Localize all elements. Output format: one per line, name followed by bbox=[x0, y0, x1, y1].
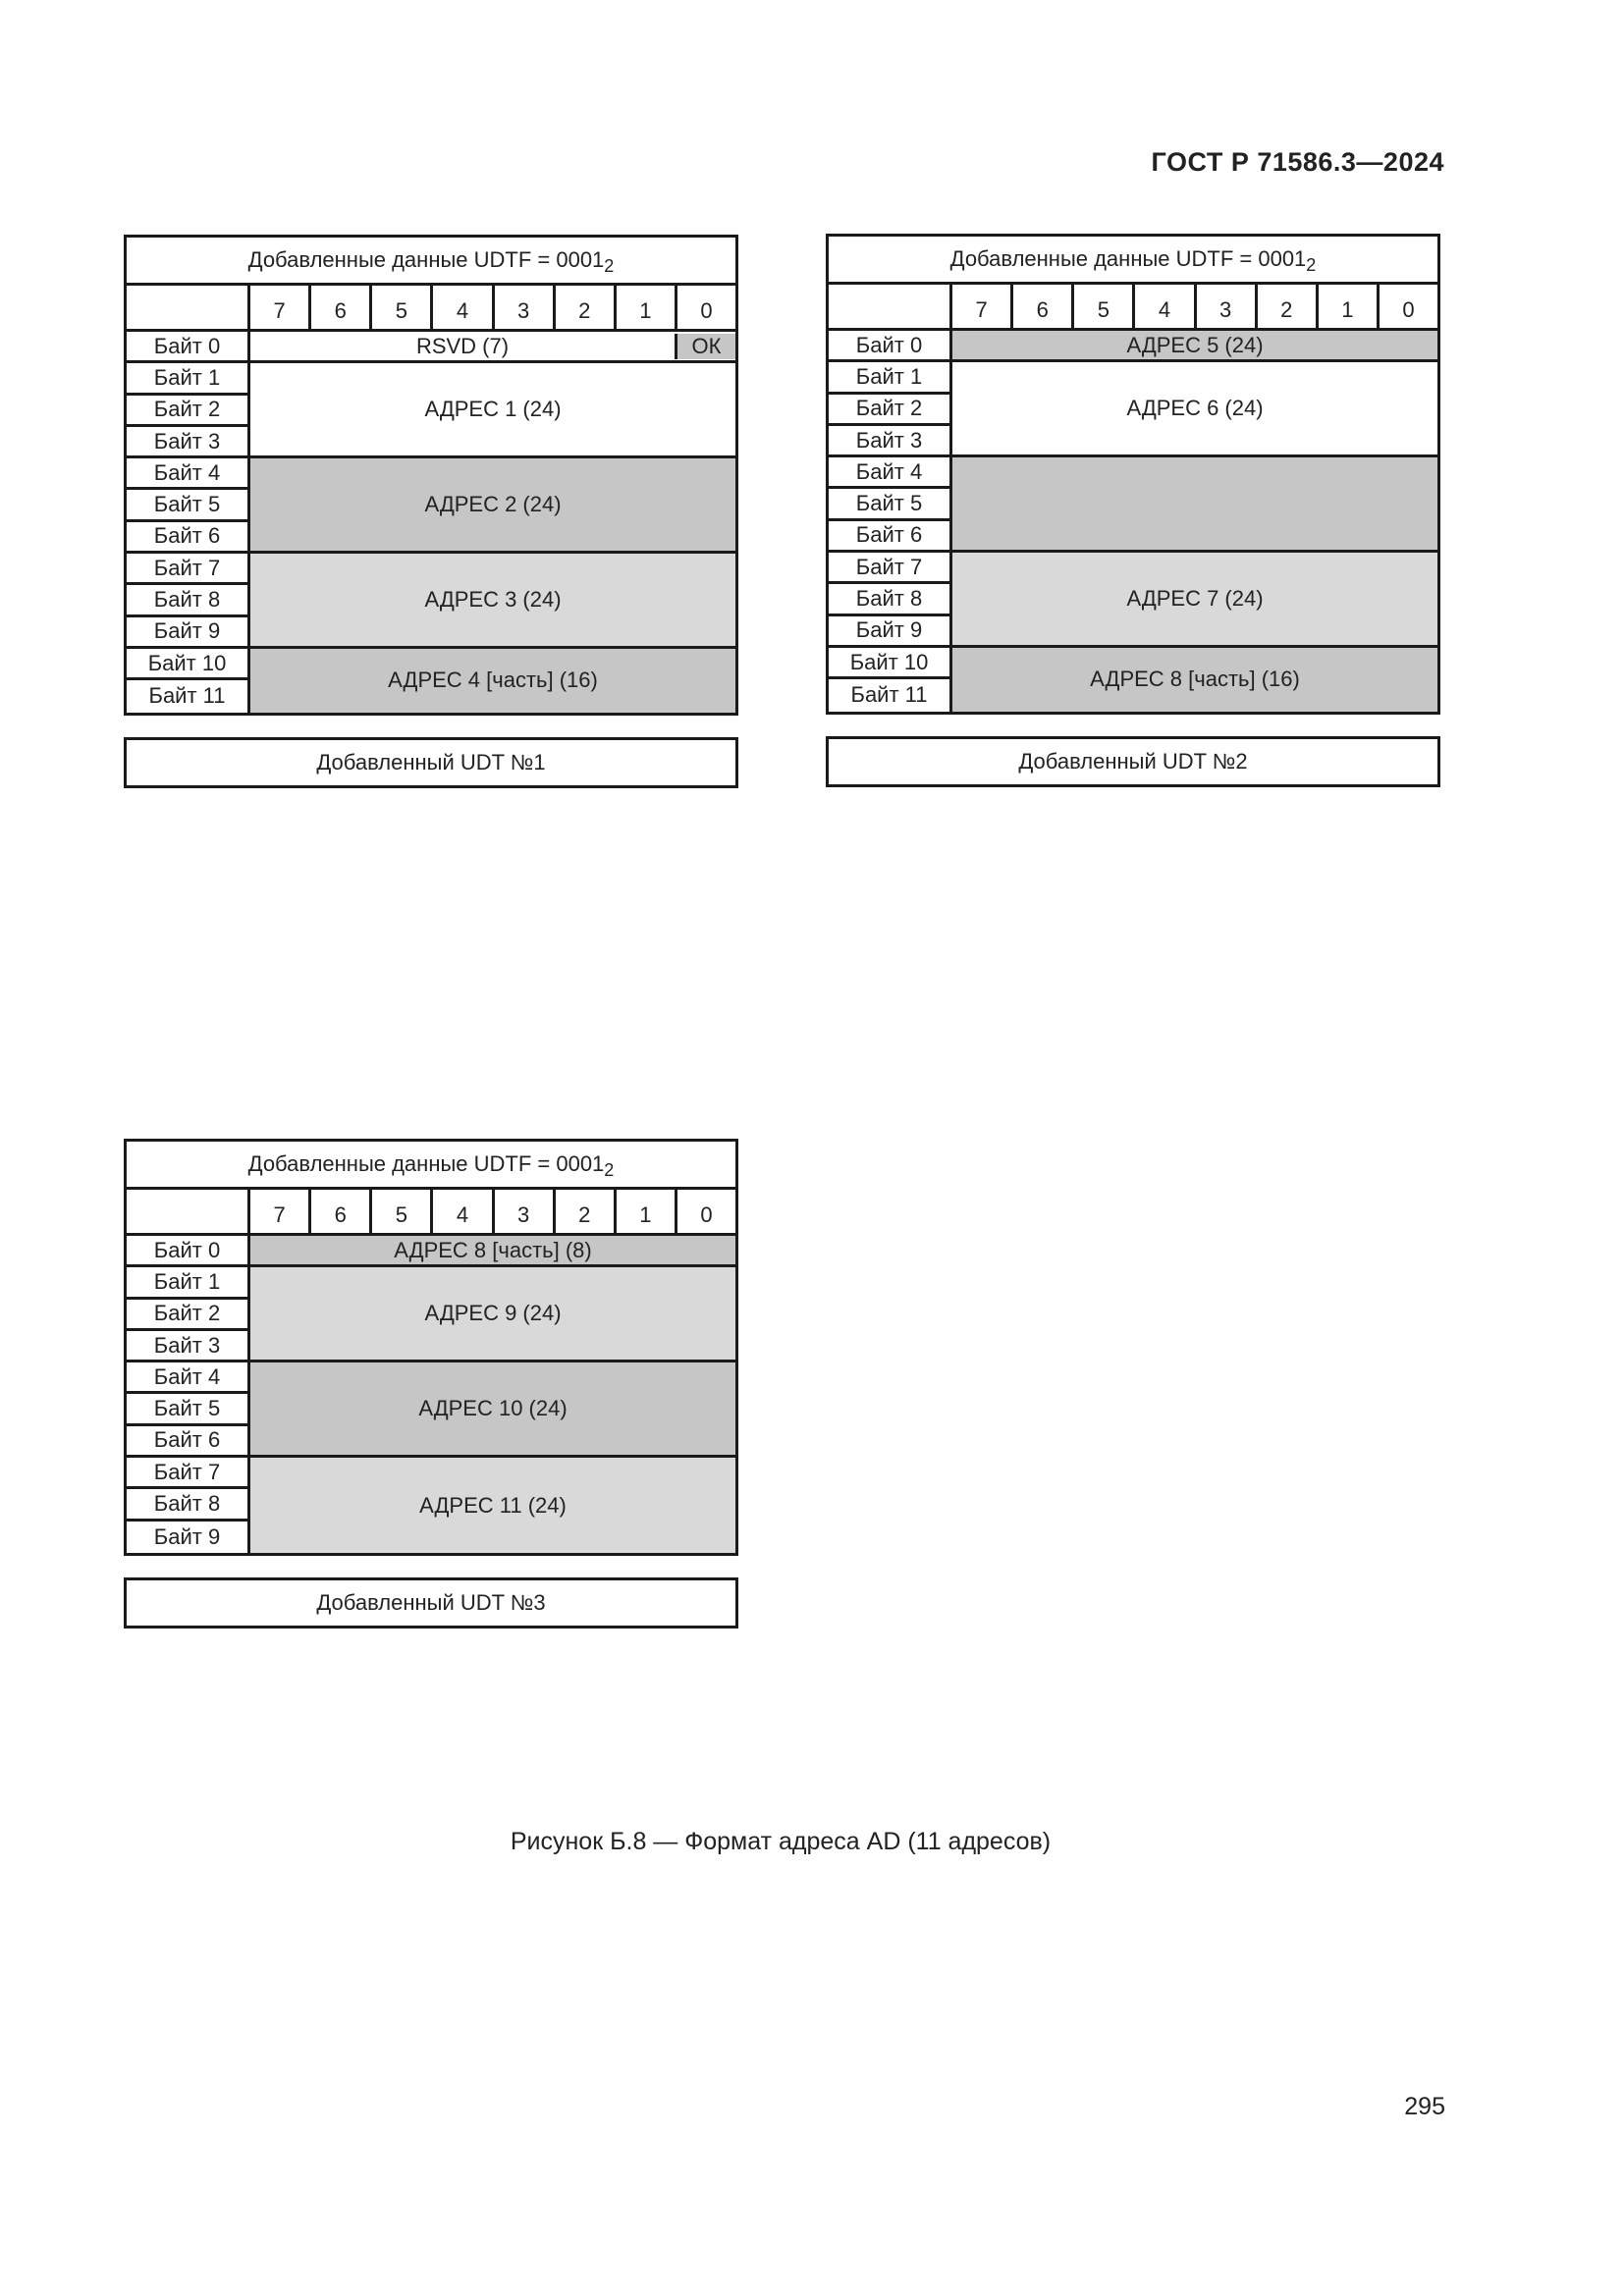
bit-label: 1 bbox=[617, 1190, 677, 1233]
bit-label: 2 bbox=[556, 1190, 617, 1233]
udt-table-3 bbox=[124, 1139, 738, 1629]
byte-label: Байт 0 bbox=[829, 331, 952, 362]
bit-label: 3 bbox=[1197, 285, 1258, 328]
byte-label: Байт 7 bbox=[829, 553, 952, 584]
byte-label: Байт 9 bbox=[127, 1522, 250, 1553]
udt-table-2 bbox=[826, 234, 1440, 787]
byte-label: Байт 9 bbox=[127, 617, 250, 649]
corner-cell bbox=[127, 1190, 250, 1233]
bit-label: 7 bbox=[250, 1190, 311, 1233]
bit-label: 2 bbox=[556, 286, 617, 329]
udt-footer-box: Добавленный UDT №3 bbox=[124, 1577, 738, 1629]
byte-label: Байт 2 bbox=[127, 1300, 250, 1331]
byte-label: Байт 6 bbox=[127, 1426, 250, 1458]
byte-label: Байт 10 bbox=[829, 648, 952, 679]
byte-label: Байт 10 bbox=[127, 649, 250, 680]
byte-label: Байт 8 bbox=[127, 585, 250, 616]
bit-header-row bbox=[127, 286, 735, 332]
address-field: АДРЕС 3 (24) bbox=[250, 554, 735, 649]
bit-header-row bbox=[127, 1190, 735, 1236]
bit-label: 6 bbox=[311, 286, 372, 329]
bit-label: 1 bbox=[617, 286, 677, 329]
address-field: АДРЕС 6 (24) bbox=[952, 362, 1437, 457]
byte-label: Байт 1 bbox=[127, 1267, 250, 1299]
byte-layout-table bbox=[124, 1139, 738, 1556]
udt-table-1 bbox=[124, 235, 738, 788]
bit-label: 0 bbox=[1402, 297, 1415, 322]
byte-label: Байт 8 bbox=[829, 584, 952, 615]
bit-label: 7 bbox=[250, 286, 311, 329]
bit-label: 6 bbox=[1013, 285, 1074, 328]
page-number: 295 bbox=[1404, 2093, 1445, 2120]
address-field bbox=[250, 332, 735, 363]
table-title-subscript: 2 bbox=[604, 1159, 615, 1180]
table-title-subscript: 2 bbox=[604, 255, 615, 276]
ok-flag-field: ОК bbox=[677, 334, 735, 359]
byte-label: Байт 1 bbox=[127, 363, 250, 395]
bit-label: 2 bbox=[1258, 285, 1319, 328]
bit-label: 5 bbox=[372, 1190, 433, 1233]
bit-label: 7 bbox=[952, 285, 1013, 328]
address-field: АДРЕС 7 (24) bbox=[952, 553, 1437, 648]
table-title-subscript: 2 bbox=[1306, 254, 1317, 275]
byte-label: Байт 11 bbox=[829, 679, 952, 711]
bit-label: 0 bbox=[700, 298, 713, 323]
address-field: АДРЕС 8 [часть] (8) bbox=[250, 1236, 735, 1267]
bit-label: 5 bbox=[372, 286, 433, 329]
bit-label: 4 bbox=[1135, 285, 1196, 328]
byte-label: Байт 6 bbox=[127, 522, 250, 554]
byte-label: Байт 1 bbox=[829, 362, 952, 394]
table-title-text: Добавленные данные UDTF = 0001 bbox=[247, 247, 605, 272]
address-field: АДРЕС 2 (24) bbox=[250, 458, 735, 554]
corner-cell bbox=[127, 286, 250, 329]
address-field: АДРЕС 8 [часть] (16) bbox=[952, 648, 1437, 712]
byte-layout-table bbox=[124, 235, 738, 716]
byte-label: Байт 3 bbox=[127, 1331, 250, 1362]
byte-label: Байт 5 bbox=[127, 1394, 250, 1425]
address-field: АДРЕС 10 (24) bbox=[250, 1362, 735, 1458]
byte-label: Байт 5 bbox=[127, 490, 250, 521]
bit-header-row bbox=[829, 285, 1437, 331]
byte-label: Байт 11 bbox=[127, 680, 250, 712]
bit-label: 1 bbox=[1319, 285, 1380, 328]
bit-label: 4 bbox=[433, 286, 494, 329]
bit-label: 0 bbox=[700, 1202, 713, 1227]
bit-label: 5 bbox=[1074, 285, 1135, 328]
address-field: АДРЕС 9 (24) bbox=[250, 1267, 735, 1362]
byte-label: Байт 7 bbox=[127, 554, 250, 585]
byte-label: Байт 4 bbox=[829, 457, 952, 489]
bit-label: 3 bbox=[495, 1190, 556, 1233]
table-title bbox=[829, 237, 1437, 285]
address-field: АДРЕС 5 (24) bbox=[952, 331, 1437, 362]
byte-layout-table bbox=[826, 234, 1440, 715]
table-title-text: Добавленные данные UDTF = 0001 bbox=[247, 1151, 605, 1176]
table-title-text: Добавленные данные UDTF = 0001 bbox=[949, 246, 1307, 271]
byte-label: Байт 2 bbox=[829, 395, 952, 426]
address-field bbox=[952, 457, 1437, 553]
byte-label: Байт 0 bbox=[127, 1236, 250, 1267]
byte-label: Байт 4 bbox=[127, 458, 250, 490]
byte-label: Байт 0 bbox=[127, 332, 250, 363]
byte-label: Байт 3 bbox=[127, 427, 250, 458]
bit-label: 4 bbox=[433, 1190, 494, 1233]
bit-label: 6 bbox=[311, 1190, 372, 1233]
address-field: АДРЕС 1 (24) bbox=[250, 363, 735, 458]
byte-label: Байт 4 bbox=[127, 1362, 250, 1394]
byte-label: Байт 3 bbox=[829, 426, 952, 457]
document-code: ГОСТ Р 71586.3—2024 bbox=[1151, 147, 1444, 177]
table-title bbox=[127, 238, 735, 286]
udt-footer-box: Добавленный UDT №2 bbox=[826, 736, 1440, 787]
address-field: АДРЕС 4 [часть] (16) bbox=[250, 649, 735, 713]
byte-label: Байт 6 bbox=[829, 521, 952, 553]
address-field: АДРЕС 11 (24) bbox=[250, 1458, 735, 1553]
byte-label: Байт 5 bbox=[829, 489, 952, 520]
byte-label: Байт 8 bbox=[127, 1489, 250, 1521]
reserved-field: RSVD (7) bbox=[250, 334, 677, 359]
figure-caption: Рисунок Б.8 — Формат адреса AD (11 адресов) bbox=[510, 1828, 1052, 1855]
byte-label: Байт 9 bbox=[829, 616, 952, 648]
byte-label: Байт 2 bbox=[127, 396, 250, 427]
table-title bbox=[127, 1142, 735, 1190]
corner-cell bbox=[829, 285, 952, 328]
bit-label: 3 bbox=[495, 286, 556, 329]
byte-label: Байт 7 bbox=[127, 1458, 250, 1489]
udt-footer-box: Добавленный UDT №1 bbox=[124, 737, 738, 788]
